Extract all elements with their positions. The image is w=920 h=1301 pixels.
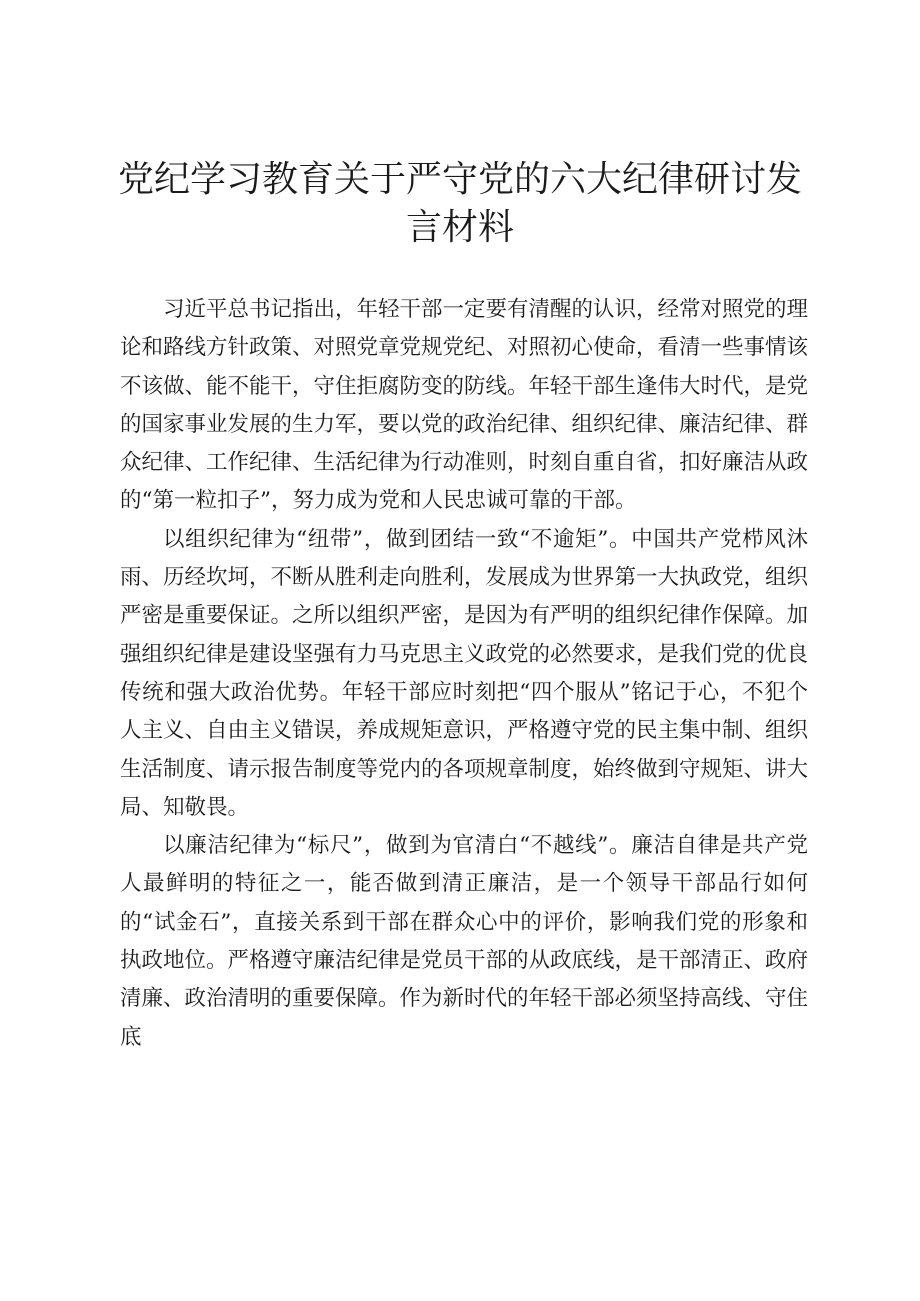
paragraph-3: 以廉洁纪律为“标尺”，做到为官清白“不越线”。廉洁自律是共产党人最鲜明的特征之一，能否做到清正廉洁，是一个领导干部品行如何的“试金石”，直接关系到干部在群众心中的评价，影响我们党的形象和执政地位。严格遵守廉洁纪律是党员干部的从政底线，是干部清正、政府清廉、政治清明的重要保障。作为新时代的年轻干部必须坚持高线、守住底: [120, 833, 809, 1050]
document-body: [120, 291, 808, 1057]
document-title: 党纪学习教育关于严守党的六大纪律研讨发言材料: [117, 159, 802, 248]
paragraph-1: 习近平总书记指出，年轻干部一定要有清醒的认识，经常对照党的理论和路线方针政策、对照党章党规党纪、对照初心使命，看清一些事情该不该做、能不能干，守住拒腐防变的防线。年轻干部生逢伟大时代，是党的国家事业发展的生力军，要以党的政治纪律、组织纪律、廉洁纪律、群众纪律、工作纪律、生活纪律为行动准则，时刻自重自省，扣好廉洁从政的“第一粒扣子”，努力成为党和人民忠诚可靠的干部。: [120, 297, 809, 514]
paragraph-2: 以组织纪律为“纽带”，做到团结一致“不逾矩”。中国共产党栉风沐雨、历经坎坷，不断从胜利走向胜利，发展成为世界第一大执政党，组织严密是重要保证。之所以组织严密，是因为有严明的组织纪律作保障。加强组织纪律是建设坚强有力马克思主义政党的必然要求，是我们党的优良传统和强大政治优势。年轻干部应时刻把“四个服从”铭记于心，不犯个人主义、自由主义错误，养成规矩意识，严格遵守党的民主集中制、组织生活制度、请示报告制度等党内的各项规章制度，始终做到守规矩、讲大局、知敬畏。: [120, 526, 809, 820]
